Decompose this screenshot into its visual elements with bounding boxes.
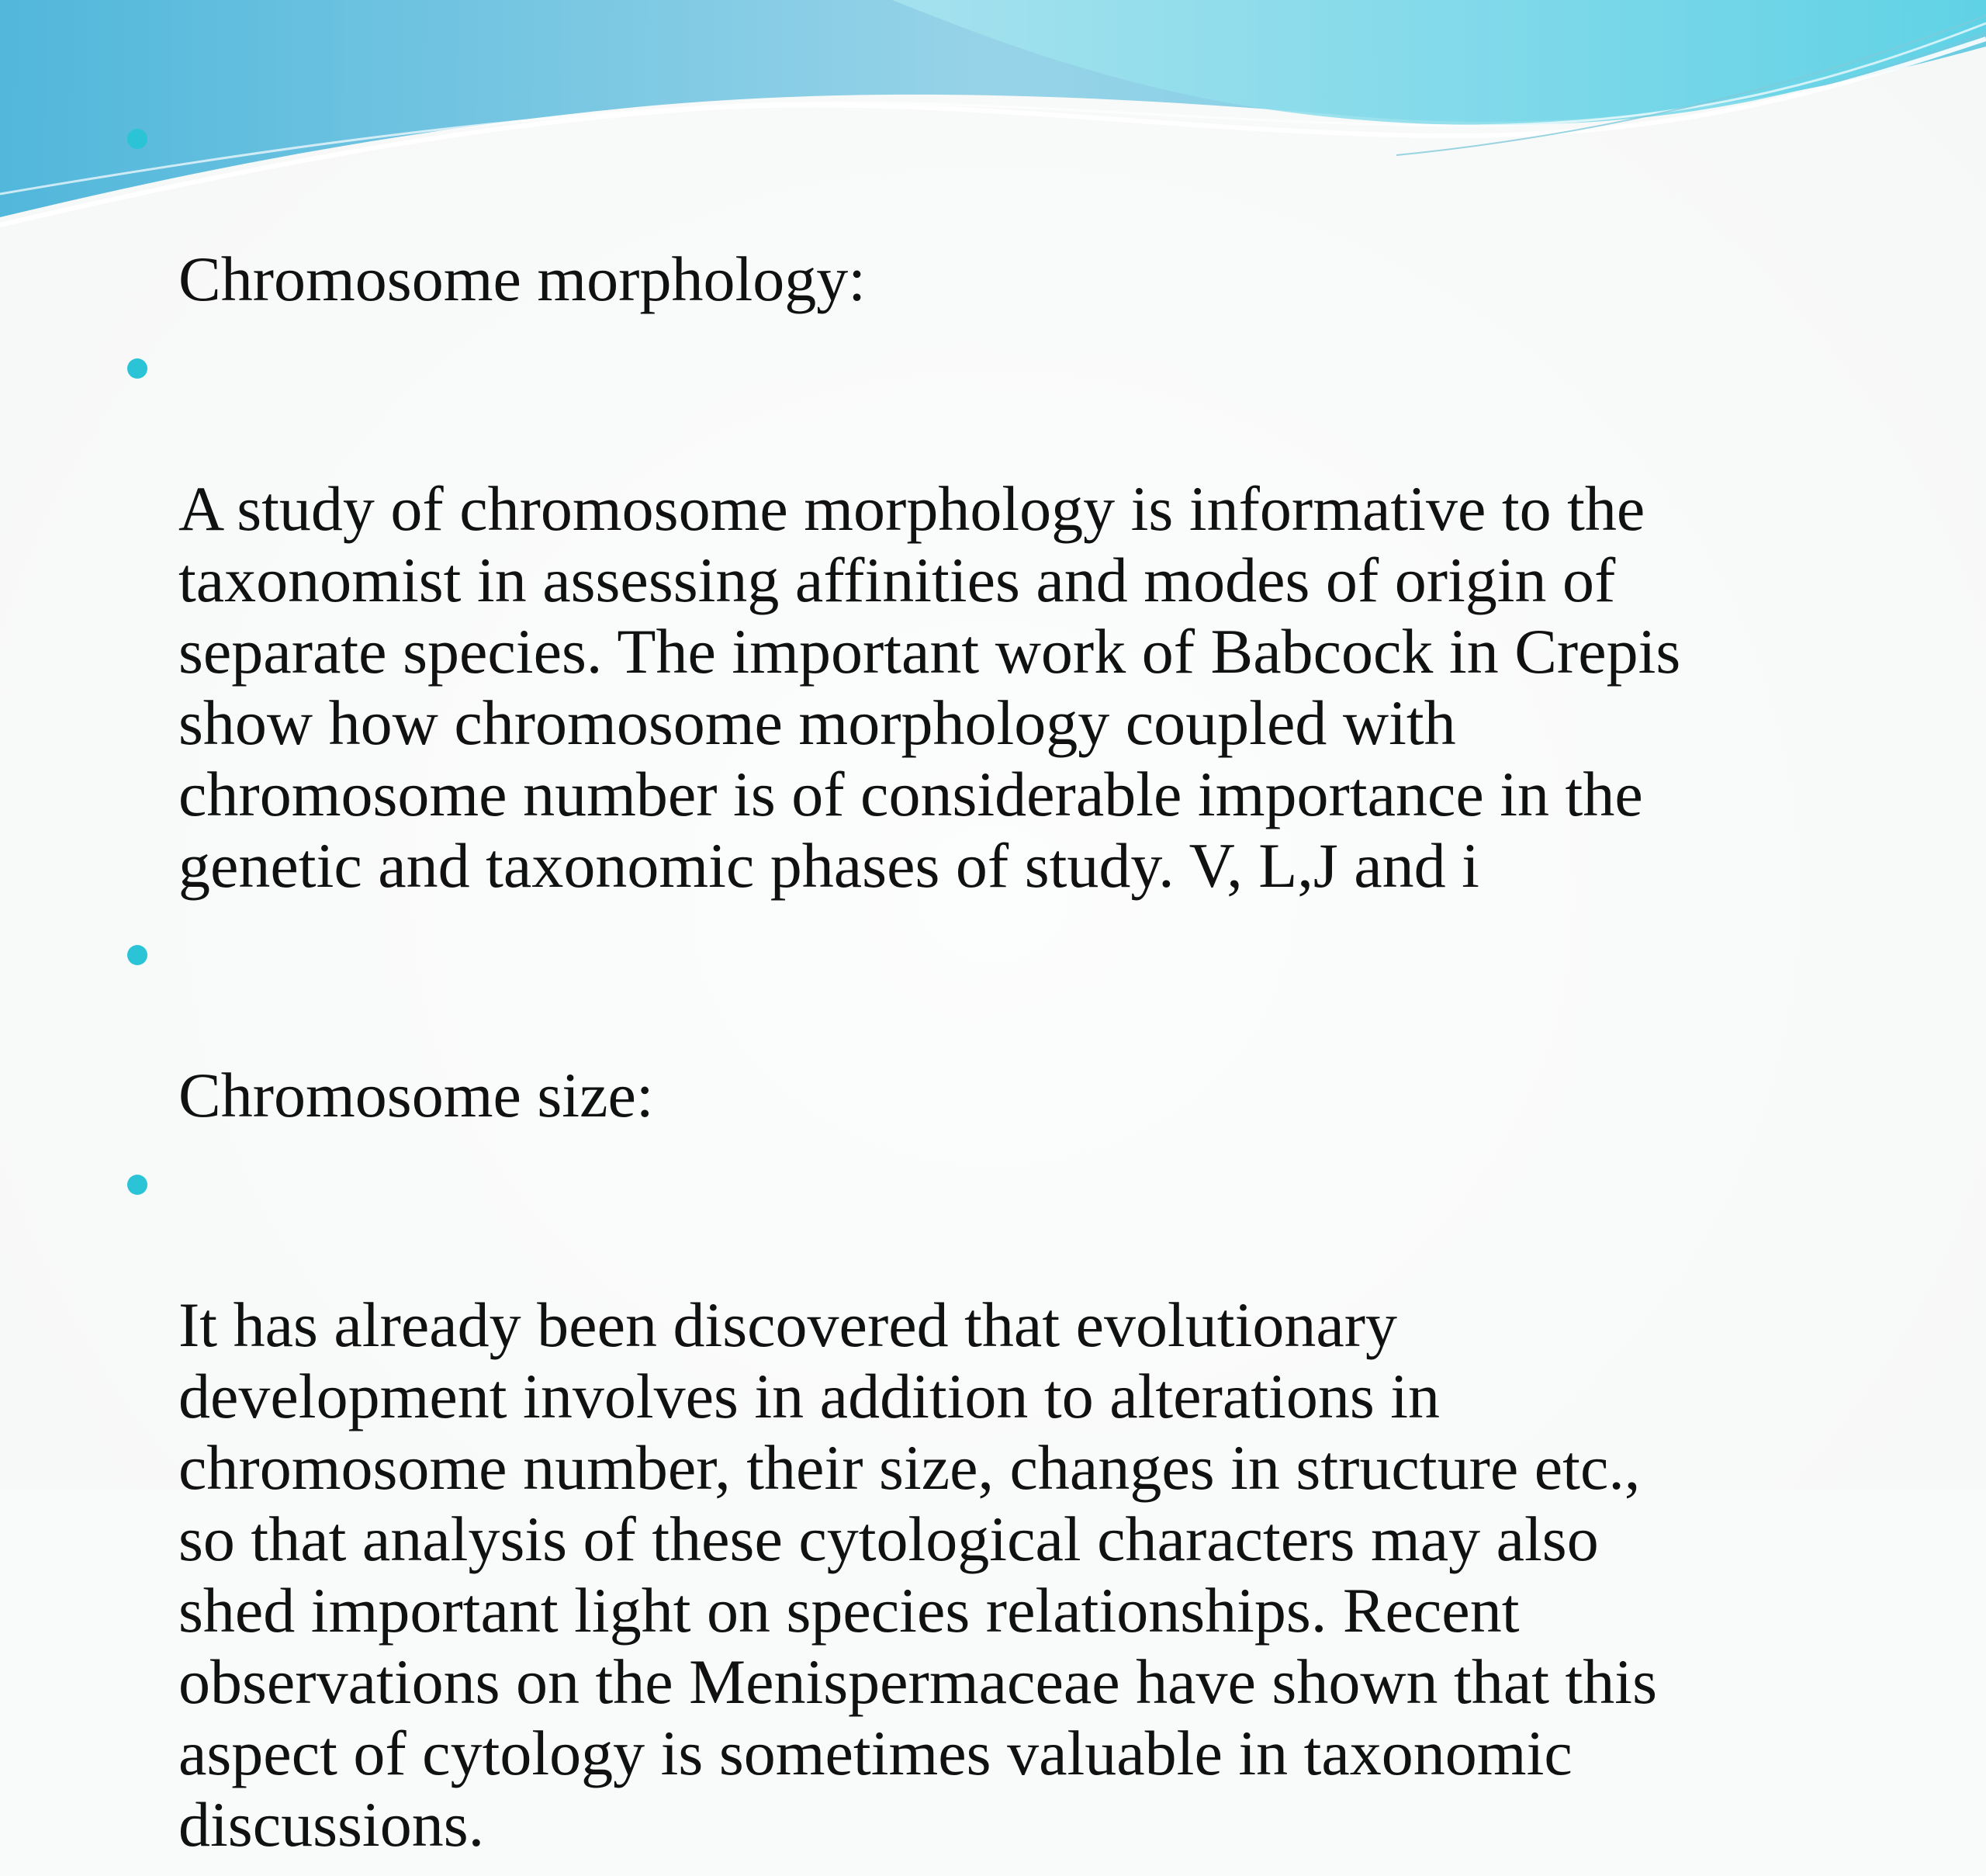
bullet-text: It has already been discovered that evolutionary development involves in addition to alterations in chromosome number, their size, changes in structure etc., so that analysis of these cytological characters may also shed important light on species relationships. Recent observations on the Menispermaceae have shown that this aspect of cytology is sometimes valuable in taxonomic discussions. [178, 1289, 1657, 1860]
bullet-item [124, 1147, 1877, 1860]
bullet-dot-icon [127, 1175, 147, 1195]
bullet-dot-icon [127, 358, 147, 379]
bullet-item [124, 101, 1877, 315]
bullet-text: Chromosome size: [178, 1060, 654, 1130]
bullet-list [124, 101, 1877, 1876]
bullet-text: A study of chromosome morphology is informative to the taxonomist in assessing affinities and modes of origin of separate species. The important work of Babcock in Crepis show how chromosome morphology coupled with chromosome number is of considerable importance in the genetic and taxonomic phases of study. V, L,J and i [178, 473, 1681, 901]
bullet-dot-icon [127, 129, 147, 149]
bullet-item [124, 917, 1877, 1131]
bullet-text: Chromosome morphology: [178, 244, 867, 314]
bullet-item [124, 331, 1877, 902]
bullet-dot-icon [127, 945, 147, 965]
